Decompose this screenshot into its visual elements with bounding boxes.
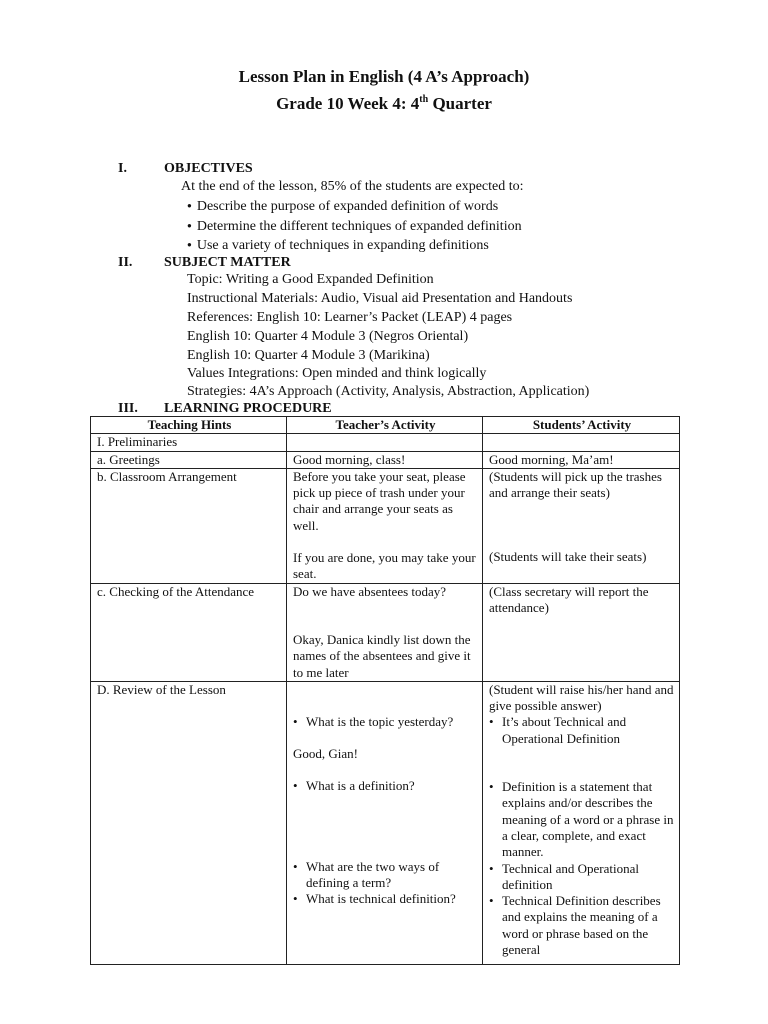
row-hint-review: D. Review of the Lesson — [91, 681, 287, 964]
column-header-teachers-activity: Teacher’s Activity — [287, 417, 483, 434]
students-review-intro: (Student will raise his/her hand and give possible answer) — [489, 681, 674, 714]
students-greeting: Good morning, Ma’am! — [483, 451, 680, 468]
procedure-numeral: III. — [118, 401, 138, 416]
students-answer-list — [489, 779, 675, 958]
teacher-arrangement-followup: If you are done, you may take your seat. — [293, 550, 476, 582]
spacer — [293, 600, 478, 616]
procedure-heading: LEARNING PROCEDURE — [164, 401, 332, 416]
teacher-question-list — [293, 714, 478, 730]
teacher-question: • What is the topic yesterday? — [293, 714, 478, 730]
subtitle-prefix: Grade 10 Week 4: 4 — [276, 94, 420, 113]
students-arrangement-cell — [483, 468, 680, 583]
subject-matter-line: English 10: Quarter 4 Module 3 (Marikina) — [187, 348, 430, 363]
subject-matter-line: References: English 10: Learner’s Packet (LEAP) 4 pages — [187, 310, 513, 325]
teacher-attendance-question: Do we have absentees today? — [293, 583, 447, 599]
spacer — [489, 501, 675, 517]
teacher-praise: Good, Gian! — [293, 746, 358, 762]
row-hint-attendance: c. Checking of the Attendance — [91, 583, 287, 681]
spacer — [489, 958, 675, 964]
teacher-arrangement-instruction: Before you take your seat, please pick up piece of trash under your chair and arrange your seats as well. — [293, 468, 466, 533]
spacer — [489, 517, 675, 533]
table-header-row — [91, 417, 680, 434]
teacher-attendance-instruction: Okay, Danica kindly list down the names of the absentees and give it to me later — [293, 631, 471, 680]
spacer — [293, 795, 478, 811]
spacer — [489, 747, 675, 763]
students-answer-list — [489, 714, 675, 747]
students-answer: • Definition is a statement that explains and/or describes the meaning of a word or a phrase in a clear, complete, and exact manner. — [489, 779, 675, 860]
row-hint-arrangement: b. Classroom Arrangement — [91, 468, 287, 583]
teacher-review-cell — [287, 681, 483, 964]
spacer — [293, 762, 478, 778]
objective-item: ● Describe the purpose of expanded definition of words — [187, 199, 498, 216]
objective-item: ● Use a variety of techniques in expanding definitions — [187, 238, 489, 255]
students-attendance-response: (Class secretary will report the attendance) — [483, 583, 680, 681]
subtitle-superscript: th — [419, 94, 429, 105]
document-subtitle — [0, 94, 768, 114]
subject-matter-line: Topic: Writing a Good Expanded Definition — [187, 272, 434, 287]
students-answer: • Technical and Operational definition — [489, 861, 675, 894]
learning-procedure-table — [90, 416, 680, 965]
column-header-students-activity: Students’ Activity — [483, 417, 680, 434]
students-answer: • Technical Definition describes and explains the meaning of a word or phrase based on the general — [489, 893, 675, 958]
students-arrangement-response: (Students will pick up the trashes and arrange their seats) — [489, 468, 662, 501]
spacer — [489, 533, 675, 549]
spacer — [489, 763, 675, 779]
teacher-question: • What is a definition? — [293, 778, 478, 794]
teacher-greeting: Good morning, class! — [287, 451, 483, 468]
column-header-teaching-hints: Teaching Hints — [91, 417, 287, 434]
subtitle-suffix: Quarter — [428, 94, 492, 113]
spacer — [293, 827, 478, 843]
table-row — [91, 451, 680, 468]
empty-cell — [287, 434, 483, 451]
students-seat-response: (Students will take their seats) — [489, 549, 647, 565]
spacer — [293, 682, 478, 698]
subject-matter-line: Strategies: 4A’s Approach (Activity, Analysis, Abstraction, Application) — [187, 384, 590, 399]
subject-matter-heading: SUBJECT MATTER — [164, 255, 291, 270]
spacer — [293, 698, 478, 714]
teacher-question-list — [293, 778, 478, 794]
document-title: Lesson Plan in English (4 A’s Approach) — [238, 67, 530, 86]
row-hint-greetings: a. Greetings — [91, 451, 287, 468]
table-row — [91, 583, 680, 681]
table-row — [91, 468, 680, 583]
objectives-intro: At the end of the lesson, 85% of the students are expected to: — [181, 179, 524, 194]
teacher-attendance-cell — [287, 583, 483, 681]
students-answer: • It’s about Technical and Operational Definition — [489, 714, 675, 747]
subject-matter-line: Instructional Materials: Audio, Visual aid Presentation and Handouts — [187, 291, 573, 306]
table-row — [91, 434, 680, 451]
subject-matter-numeral: II. — [118, 255, 133, 270]
spacer — [293, 843, 478, 859]
subject-matter-line: Values Integrations: Open minded and think logically — [187, 366, 487, 381]
row-hint-preliminaries: I. Preliminaries — [91, 434, 287, 451]
objectives-numeral: I. — [118, 161, 127, 176]
students-review-cell — [483, 681, 680, 964]
objective-item: ● Determine the different techniques of expanded definition — [187, 219, 522, 236]
teacher-question-list — [293, 859, 478, 908]
spacer — [293, 811, 478, 827]
teacher-arrangement-cell — [287, 468, 483, 583]
spacer — [293, 534, 478, 550]
empty-cell — [483, 434, 680, 451]
objectives-heading: OBJECTIVES — [164, 161, 253, 176]
table-row — [91, 681, 680, 964]
subject-matter-line: English 10: Quarter 4 Module 3 (Negros Oriental) — [187, 329, 469, 344]
teacher-question: • What is technical definition? — [293, 891, 478, 907]
spacer — [293, 730, 478, 746]
teacher-question: • What are the two ways of defining a term? — [293, 859, 478, 892]
spacer — [293, 616, 478, 632]
